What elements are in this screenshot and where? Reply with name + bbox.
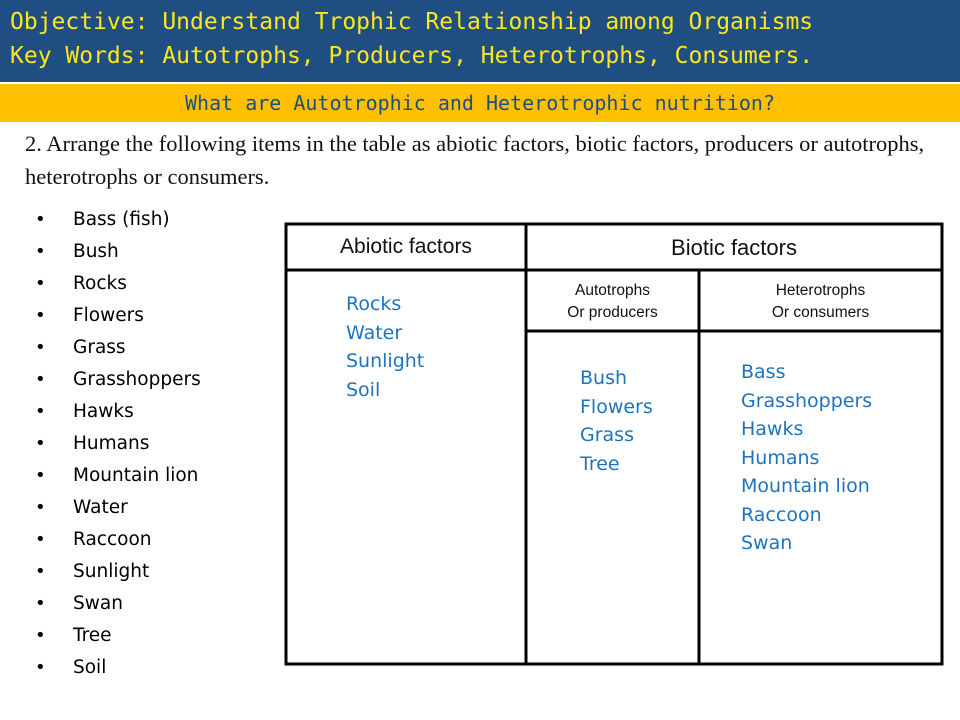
autotrophs-header-line1: Autotrophs <box>575 282 650 299</box>
abiotic-answers <box>346 290 424 404</box>
objective-banner <box>0 0 960 82</box>
list-item: • Grass <box>35 332 201 364</box>
answer-item: Bass <box>741 361 786 383</box>
list-item: • Rocks <box>35 268 201 300</box>
list-item: • Flowers <box>35 300 201 332</box>
list-item: • Humans <box>35 428 201 460</box>
list-item: • Soil <box>35 652 201 684</box>
objective-text: Objective: Understand Trophic Relationship among Organisms <box>10 9 814 35</box>
heterotrophs-header-line1: Heterotrophs <box>775 282 866 299</box>
list-item: • Raccoon <box>35 524 201 556</box>
list-item: • Bass (fish) <box>35 204 201 236</box>
answer-item: Water <box>346 321 403 344</box>
autotrophs-header <box>526 280 699 324</box>
heterotrophs-header <box>699 280 942 324</box>
answer-item: Swan <box>741 532 793 554</box>
answer-item: Sunlight <box>346 350 425 372</box>
answer-item: Hawks <box>741 418 804 440</box>
list-item: • Hawks <box>35 396 201 428</box>
answer-item: Flowers <box>580 395 653 418</box>
answer-item: Rocks <box>346 293 402 315</box>
answer-item: Raccoon <box>741 503 822 526</box>
biotic-factors-header: Biotic factors <box>671 235 797 260</box>
autotrophs-header-line2: Or producers <box>567 304 658 321</box>
list-item: • Bush <box>35 236 201 268</box>
answer-item: Soil <box>346 378 381 401</box>
question-text: What are Autotrophic and Heterotrophic nutrition? <box>184 91 775 115</box>
list-item: • Tree <box>35 620 201 652</box>
answer-item: Grass <box>580 424 634 446</box>
answer-item: Mountain lion <box>741 475 870 497</box>
list-item: • Water <box>35 492 201 524</box>
question-banner <box>0 84 960 122</box>
list-item: • Grasshoppers <box>35 364 201 396</box>
answer-item: Grasshoppers <box>741 389 873 412</box>
instruction-text: 2. Arrange the following items in the table as abiotic factors, biotic factors, producers or autotrophs, heterotrophs or consumers. <box>25 131 925 189</box>
answer-item: Bush <box>580 367 628 389</box>
abiotic-factors-header: Abiotic factors <box>340 235 472 258</box>
items-list <box>35 204 201 684</box>
keywords-text: Key Words: Autotrophs, Producers, Heterotrophs, Consumers. <box>10 43 814 69</box>
answer-item: Humans <box>741 446 820 469</box>
list-item: • Mountain lion <box>35 460 201 492</box>
autotroph-answers <box>580 364 653 478</box>
list-item: • Swan <box>35 588 201 620</box>
answer-item: Tree <box>580 452 620 475</box>
heterotroph-answers <box>741 358 872 558</box>
heterotrophs-header-line2: Or consumers <box>771 304 870 321</box>
list-item: • Sunlight <box>35 556 201 588</box>
